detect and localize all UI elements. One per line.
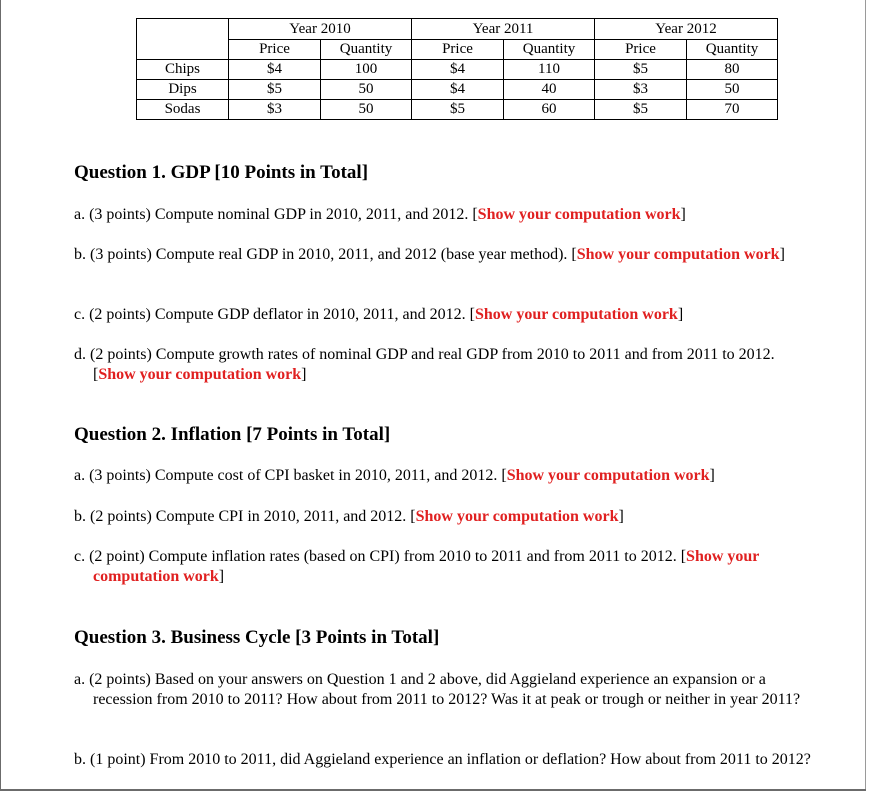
table-corner-cell <box>137 19 229 60</box>
table-cell: 100 <box>321 60 412 80</box>
table-cell: 50 <box>321 100 412 120</box>
table-row <box>137 100 778 120</box>
price-header: Price <box>229 40 321 60</box>
bracket: ] <box>779 246 785 263</box>
bracket: ] <box>218 568 225 585</box>
bracket: ] <box>618 508 624 525</box>
question-2b <box>74 507 814 527</box>
question-2-heading: Question 2. Inflation [7 Points in Total] <box>74 424 391 445</box>
question-3-heading: Question 3. Business Cycle [3 Points in Total] <box>74 627 440 648</box>
question-3b: b. (1 point) From 2010 to 2011, did Aggieland experience an inflation or deflation? How about from 2011 to 2012? <box>74 751 811 768</box>
question-1a <box>74 205 814 225</box>
table-cell: $5 <box>412 100 504 120</box>
table-cell: $5 <box>595 100 687 120</box>
row-label: Sodas <box>137 100 229 120</box>
table-cell: 50 <box>321 80 412 100</box>
table-cell: $4 <box>412 60 504 80</box>
show-work-note: Show your computation work <box>506 467 710 484</box>
quantity-header: Quantity <box>504 40 595 60</box>
bracket: ] <box>680 206 686 223</box>
bracket: ] <box>677 306 684 323</box>
table-cell: 110 <box>504 60 595 80</box>
year-header: Year 2012 <box>595 19 778 40</box>
row-label: Dips <box>137 80 229 100</box>
table-column-header-row <box>137 40 778 60</box>
table-cell: $3 <box>595 80 687 100</box>
question-2c <box>74 547 814 587</box>
bracket: ] <box>301 366 307 383</box>
table-year-header-row <box>137 19 778 40</box>
table-cell: 60 <box>504 100 595 120</box>
show-work-note: Show your computation work <box>93 548 760 585</box>
question-text: a. (3 points) Compute nominal GDP in 2010, 2011, and 2012. [ <box>74 206 478 223</box>
quantity-header: Quantity <box>687 40 778 60</box>
show-work-note: Show your computation work <box>415 508 619 525</box>
quantity-header: Quantity <box>321 40 412 60</box>
table-cell: $5 <box>229 80 321 100</box>
price-header: Price <box>412 40 504 60</box>
table-row <box>137 60 778 80</box>
question-text: d. (2 points) Compute growth rates of nominal GDP and real GDP from 2010 to 2011 and from 2011 to 2012. [ <box>74 346 775 383</box>
year-header: Year 2010 <box>229 19 412 40</box>
table-cell: 80 <box>687 60 778 80</box>
question-text: c. (2 point) Compute inflation rates (based on CPI) from 2010 to 2011 and from 2011 to 2012. [ <box>74 548 687 565</box>
table-cell: 70 <box>687 100 778 120</box>
table-row <box>137 80 778 100</box>
price-quantity-table <box>136 18 778 120</box>
question-text: a. (3 points) Compute cost of CPI basket in 2010, 2011, and 2012. [ <box>74 467 507 484</box>
row-label: Chips <box>137 60 229 80</box>
table-cell: $3 <box>229 100 321 120</box>
table-cell: 50 <box>687 80 778 100</box>
table-cell: $4 <box>412 80 504 100</box>
bracket: ] <box>709 467 715 484</box>
table-cell: $5 <box>595 60 687 80</box>
show-work-note: Show your computation work <box>98 366 302 383</box>
question-text: b. (2 points) Compute CPI in 2010, 2011, and 2012. [ <box>74 508 416 525</box>
show-work-note: Show your computation work <box>576 246 780 263</box>
year-header: Year 2011 <box>412 19 595 40</box>
question-1b <box>74 245 814 265</box>
page-edge <box>0 0 1 791</box>
question-1-heading: Question 1. GDP [10 Points in Total] <box>74 162 369 183</box>
question-2a <box>74 466 814 486</box>
question-text: b. (3 points) Compute real GDP in 2010, 2011, and 2012 (base year method). [ <box>74 246 577 263</box>
price-header: Price <box>595 40 687 60</box>
table-cell: 40 <box>504 80 595 100</box>
question-1d <box>74 345 814 385</box>
table-cell: $4 <box>229 60 321 80</box>
question-text: c. (2 points) Compute GDP deflator in 2010, 2011, and 2012. [ <box>74 306 475 323</box>
show-work-note: Show your computation work <box>474 306 678 323</box>
question-3a: a. (2 points) Based on your answers on Question 1 and 2 above, did Aggieland experience an expansion or a recession from 2010 to 2011? How about from 2011 to 2012? Was it at peak or trough or neither in year 2011? <box>74 671 801 708</box>
show-work-note: Show your computation work <box>477 206 681 223</box>
question-1c <box>74 305 814 325</box>
page-edge <box>865 0 866 791</box>
